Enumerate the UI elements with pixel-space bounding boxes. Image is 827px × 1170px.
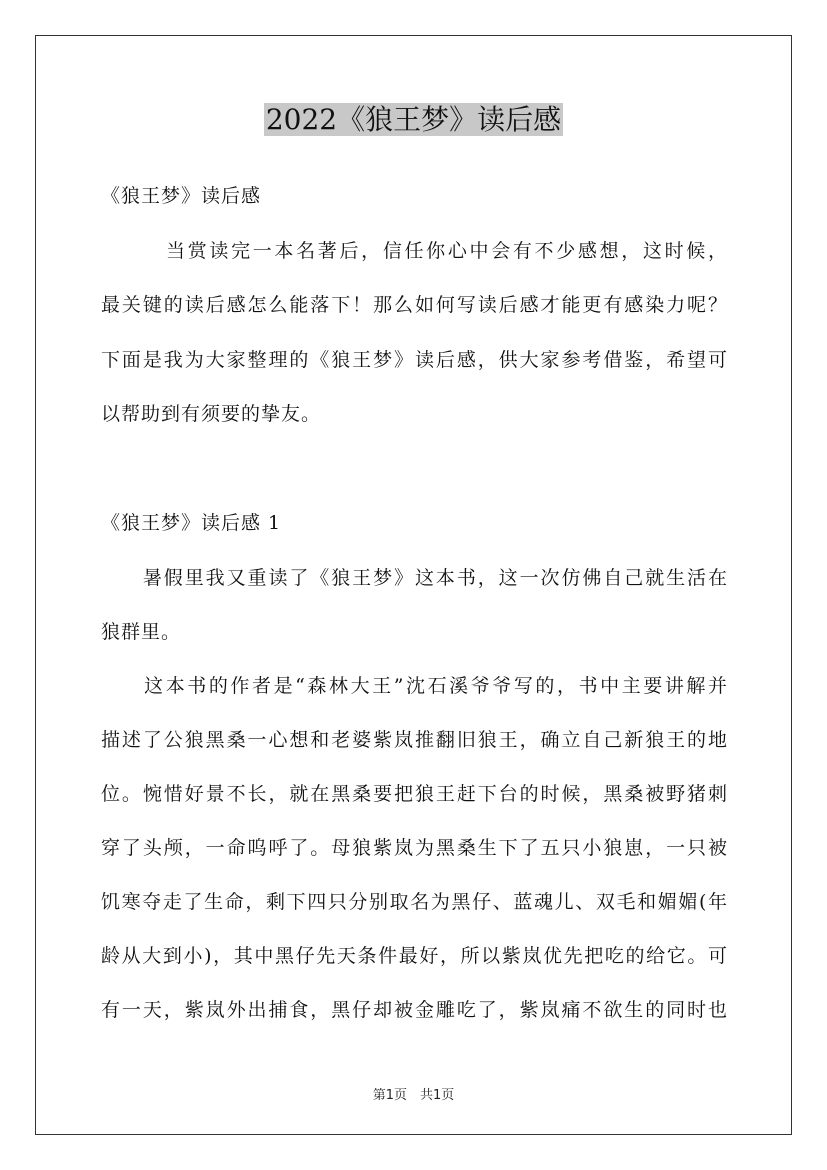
paragraph-line: 描述了公狼黑桑一心想和老婆紫岚推翻旧狼王，确立自己新狼王的地 [101,729,728,751]
document-title [0,98,827,142]
paragraph-line: 暑假里我又重读了《狼王梦》这本书，这一次仿佛自己就生活在 [101,567,728,589]
paragraph-line: 穿了头颅，一命呜呼了。母狼紫岚为黑桑生下了五只小狼崽，一只被 [101,837,728,859]
intro-line: 以帮助到有须要的挚友。 [101,403,322,425]
subtitle: 《狼王梦》读后感 [101,185,262,207]
paragraph-line: 龄从大到小)，其中黑仔先天条件最好，所以紫岚优先把吃的给它。可 [101,945,728,967]
paragraph-line: 位。惋惜好景不长，就在黑桑要把狼王赶下台的时候，黑桑被野猪刺 [101,783,728,805]
document-title-text: 2022《狼王梦》读后感 [265,103,562,136]
page-number-footer: 第1页 共1页 [372,1088,455,1103]
section-heading: 《狼王梦》读后感 1 [101,512,282,534]
paragraph-line: 有一天，紫岚外出捕食，黑仔却被金雕吃了，紫岚痛不欲生的同时也 [101,999,728,1021]
paragraph-line: 这本书的作者是“森林大王”沈石溪爷爷写的，书中主要讲解并 [101,675,728,697]
intro-line: 最关键的读后感怎么能落下！那么如何写读后感才能更有感染力呢？ [101,294,728,316]
intro-line: 下面是我为大家整理的《狼王梦》读后感，供大家参考借鉴，希望可 [101,349,728,371]
intro-line: 当赏读完一本名著后，信任你心中会有不少感想，这时候， [101,240,728,262]
paragraph-line: 狼群里。 [101,621,182,643]
paragraph-line: 饥寒夺走了生命，剩下四只分别取名为黑仔、蓝魂儿、双毛和媚媚(年 [101,891,728,913]
